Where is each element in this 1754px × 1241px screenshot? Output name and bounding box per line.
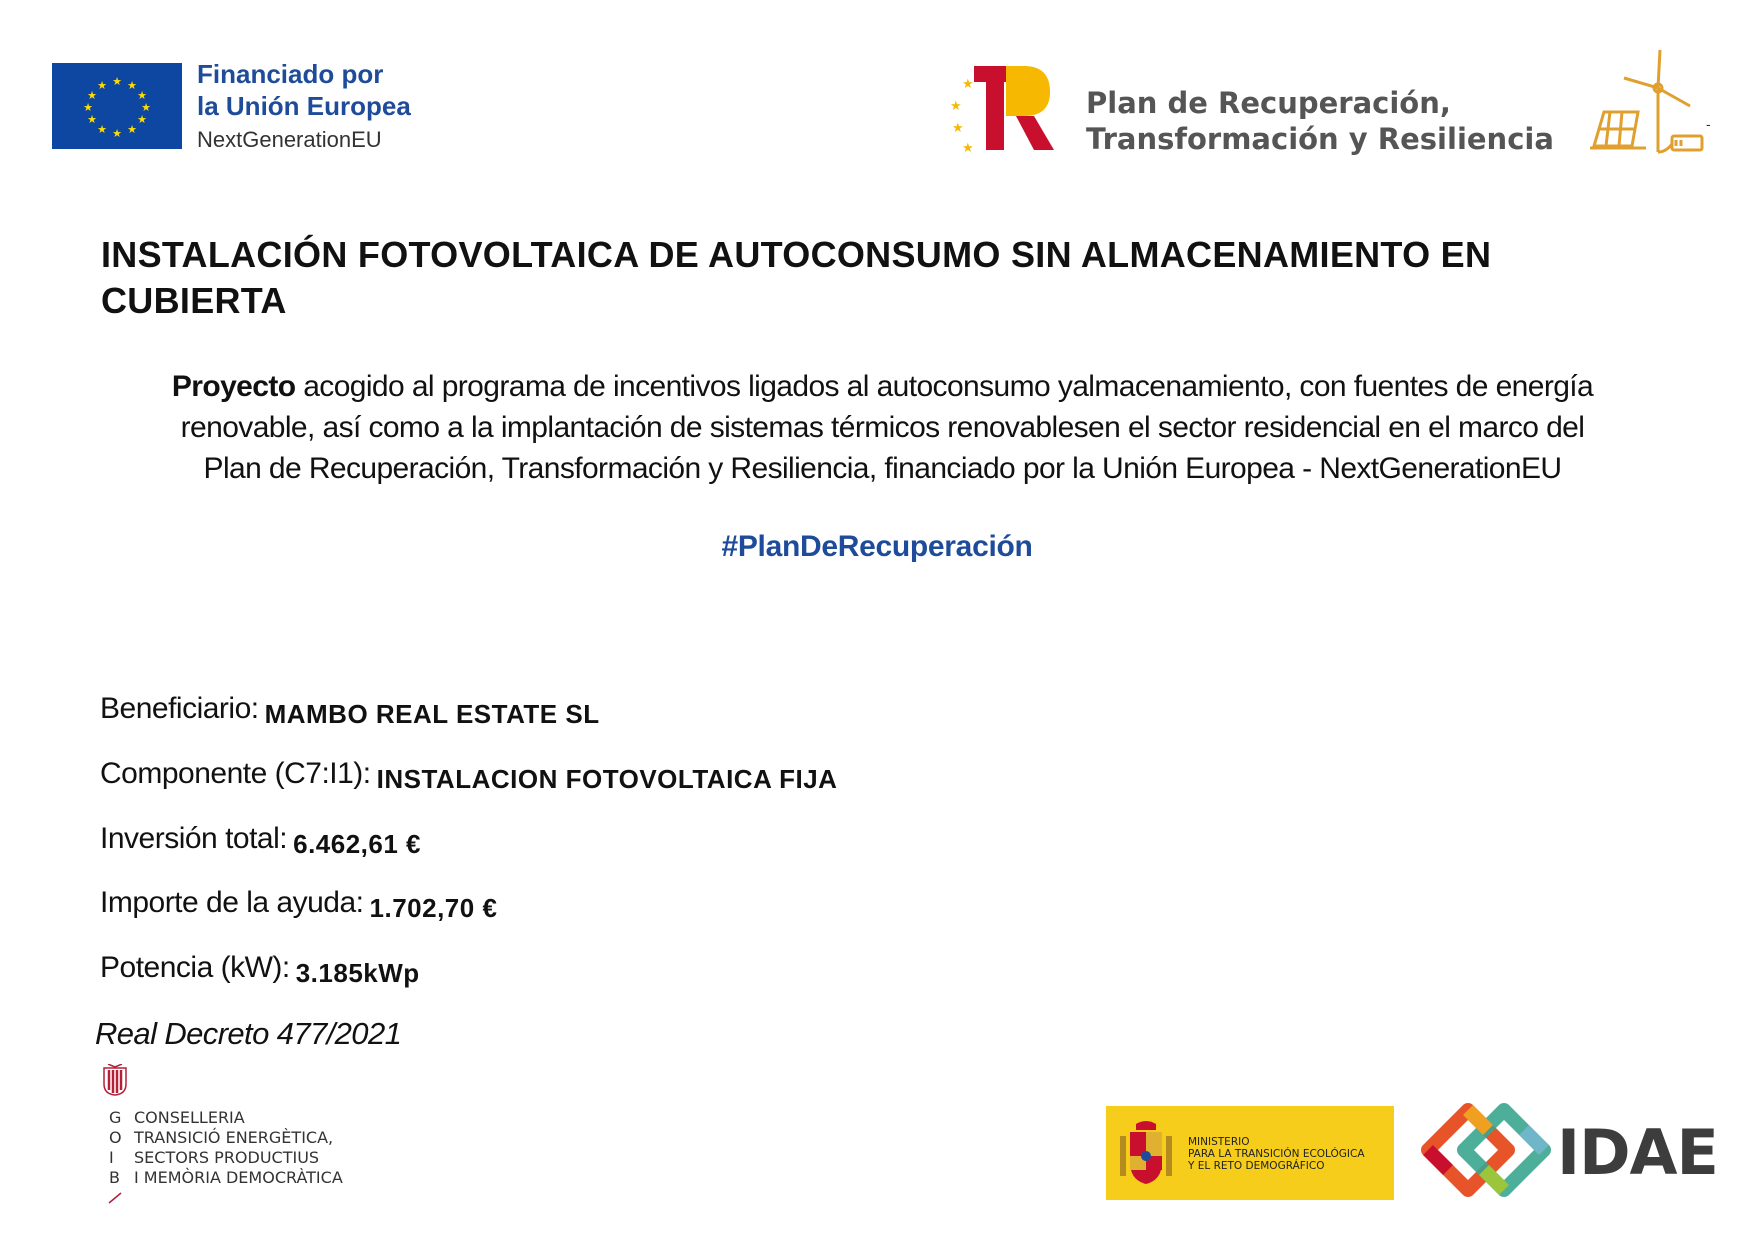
detail-row-inversion	[100, 822, 1500, 859]
goib-letter: O	[109, 1128, 122, 1147]
svg-text:★: ★	[97, 79, 107, 92]
svg-text:★: ★	[952, 121, 964, 136]
prtr-line-2: Transformación y Resiliencia	[1086, 122, 1554, 156]
svg-text:★: ★	[962, 141, 974, 156]
eu-funding-text	[197, 58, 437, 156]
svg-text:★: ★	[127, 79, 137, 92]
svg-text:★: ★	[97, 123, 107, 136]
detail-value: INSTALACION FOTOVOLTAICA FIJA	[376, 764, 838, 794]
svg-text:★: ★	[87, 89, 97, 102]
description-lead: Proyecto	[171, 370, 296, 403]
ministry-text	[1188, 1136, 1365, 1172]
goib-line: CONSELLERIA	[134, 1108, 245, 1127]
prtr-logo	[944, 58, 1056, 158]
eu-line-3: NextGenerationEU	[197, 127, 382, 152]
detail-value: 1.702,70 €	[369, 893, 498, 923]
eu-flag-icon	[52, 63, 182, 149]
goib-line: SECTORS PRODUCTIUS	[134, 1148, 320, 1167]
project-description	[95, 366, 1670, 489]
prtr-line-1: Plan de Recuperación,	[1086, 86, 1451, 120]
spain-coat-of-arms-icon	[1116, 1118, 1176, 1188]
hashtag: #PlanDeRecuperación	[721, 530, 1033, 563]
ministry-line: MINISTERIO	[1188, 1136, 1250, 1148]
prtr-text	[1086, 85, 1556, 157]
description-line-1	[95, 366, 1670, 407]
detail-label: Potencia (kW):	[100, 951, 290, 984]
detail-value: MAMBO REAL ESTATE SL	[264, 699, 600, 729]
detail-label: Beneficiario:	[100, 692, 259, 725]
decree-reference: Real Decreto 477/2021	[95, 1016, 402, 1051]
goib-slash-icon	[108, 1190, 122, 1204]
idae-wordmark: IDAE	[1557, 1116, 1718, 1189]
solar-wind-energy-icon	[1586, 48, 1706, 162]
goib-line: I MEMÒRIA DEMOCRÀTICA	[134, 1168, 343, 1187]
description-line-1-rest: acogido al programa de incentivos ligados al autoconsumo yalmacenamiento, con fuentes de energía	[295, 370, 1594, 403]
ministry-logo	[1106, 1106, 1394, 1200]
goib-letter: G	[109, 1108, 122, 1127]
detail-value: 6.462,61 €	[293, 829, 421, 859]
goib-letters	[109, 1108, 122, 1188]
detail-row-importe	[100, 886, 1500, 923]
svg-text:★: ★	[87, 113, 97, 126]
svg-text:★: ★	[83, 101, 93, 114]
ministry-line: PARA LA TRANSICIÓN ECOLÓGICA	[1188, 1148, 1365, 1160]
svg-text:★: ★	[127, 123, 137, 136]
svg-text:★: ★	[137, 113, 147, 126]
detail-row-componente	[100, 757, 1500, 794]
header-dash: -	[1706, 116, 1711, 132]
svg-text:★: ★	[137, 89, 147, 102]
eu-line-1: Financiado por	[197, 59, 384, 89]
idae-logo-icon	[1416, 1100, 1556, 1204]
detail-label: Componente (C7:I1):	[100, 757, 371, 790]
detail-label: Importe de la ayuda:	[100, 886, 364, 919]
description-line-3: Plan de Recuperación, Transformación y Resiliencia, financiado por la Unión Europea - NextGenerationEU	[203, 452, 1562, 485]
detail-label: Inversión total:	[100, 822, 288, 855]
goib-shield-icon	[102, 1064, 128, 1096]
page-title: INSTALACIÓN FOTOVOLTAICA DE AUTOCONSUMO SIN ALMACENAMIENTO EN CUBIERTA	[101, 234, 1492, 321]
svg-text:★: ★	[962, 77, 974, 92]
svg-text:★: ★	[950, 99, 962, 114]
detail-row-beneficiario	[100, 692, 1500, 729]
eu-line-2: la Unión Europea	[197, 91, 411, 121]
goib-conselleria-text	[134, 1108, 343, 1188]
goib-line: TRANSICIÓ ENERGÈTICA,	[134, 1128, 334, 1147]
svg-text:★: ★	[112, 127, 122, 140]
ministry-line: Y EL RETO DEMOGRÁFICO	[1188, 1160, 1325, 1172]
goib-letter: I	[109, 1148, 114, 1167]
detail-value: 3.185kWp	[295, 958, 420, 988]
goib-letter: B	[109, 1168, 120, 1187]
svg-text:★: ★	[112, 75, 122, 88]
detail-row-potencia	[100, 951, 1500, 988]
description-line-2: renovable, así como a la implantación de sistemas térmicos renovablesen el sector residencial en el marco del	[180, 411, 1585, 444]
svg-text:★: ★	[141, 101, 151, 114]
